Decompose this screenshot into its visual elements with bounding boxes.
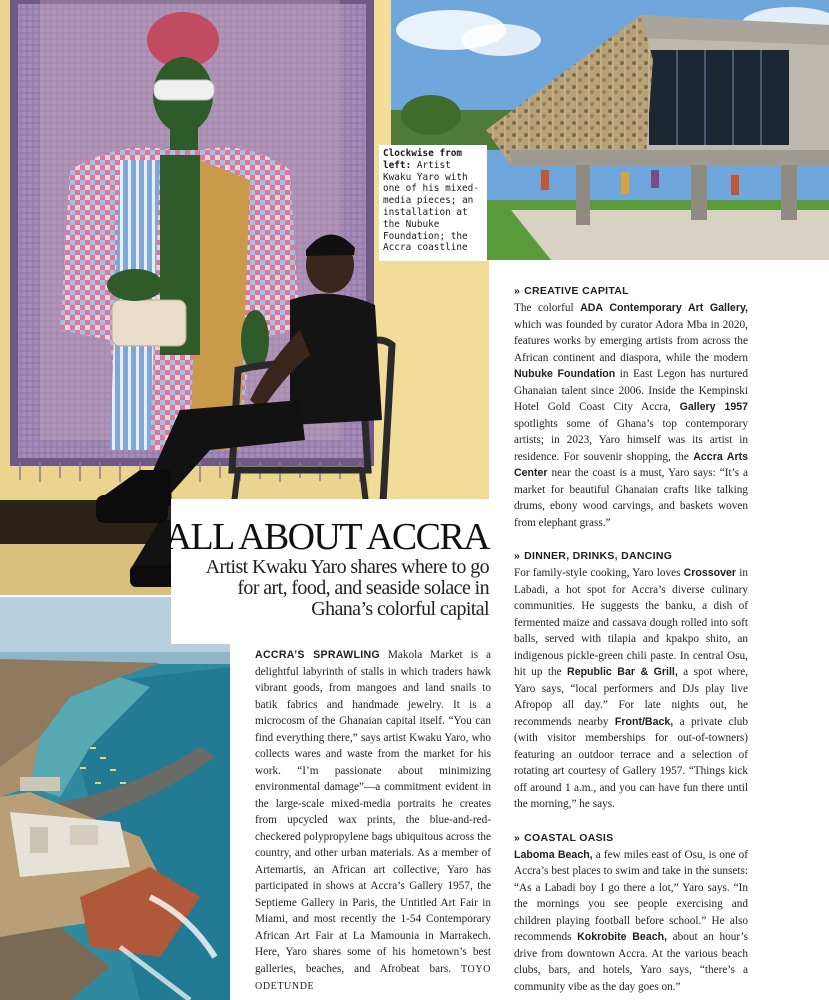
byline: TOYO ODETUNDE	[255, 963, 491, 992]
intro-lead-in: ACCRA’S SPRAWLING	[255, 649, 380, 661]
section-heading-creative-capital	[514, 283, 748, 299]
intro-column	[255, 647, 491, 996]
section-body-dinner-drinks-dancing	[514, 565, 748, 813]
headline-panel	[164, 499, 489, 644]
text-run: a few miles east of Osu, is one of Accra’s best places to swim and take in the sunsets: “As a Labadi boy I go there a lot,” Yaro says. “In the mornings you see people exercising and children playing football before school.” He also recommends	[514, 848, 748, 943]
section-heading-dinner-drinks-dancing	[514, 548, 748, 564]
photo-caption	[379, 145, 487, 261]
section-body-creative-capital	[514, 300, 748, 531]
caption-text: Artist Kwaku Yaro with one of his mixed-media pieces; an installation at the Nubuke Foundation; the Accra coastline	[383, 159, 479, 254]
text-run: about an hour’s drive from downtown Accra. At the various beach clubs, bars, and hotels, Yaro says, “there’s a community vibe as the day goes on.”	[514, 931, 748, 993]
text-run: a spot where, Yaro says, “local performers and DJs play live Afropop all day.” For late nights out, he recommends nearby	[514, 666, 749, 728]
section-title: CREATIVE CAPITAL	[524, 285, 629, 297]
chevron-right-icon: »	[514, 550, 521, 562]
text-run: a private club (with visitor memberships for out-of-towners) featuring an outdoor terrace and a selection of rotating art courtesy of Gallery 1957. “Things kick off around 1 a.m., and you can have fun there until the morning,” he says.	[514, 715, 748, 810]
venue-name: ADA Contemporary Art Gallery,	[580, 302, 748, 314]
text-run: For family-style cooking, Yaro loves	[514, 567, 684, 579]
chevron-right-icon: »	[514, 831, 521, 844]
section-body-coastal-oasis	[514, 847, 748, 996]
intro-paragraph	[255, 647, 491, 996]
chevron-right-icon: »	[514, 285, 521, 297]
venue-name: Accra Arts Center	[514, 450, 749, 479]
venue-name: Front/Back,	[614, 715, 674, 728]
venue-name: Crossover	[683, 567, 737, 579]
section-title: DINNER, DRINKS, DANCING	[524, 550, 673, 562]
venue-name: Laboma Beach,	[514, 848, 593, 861]
venue-name: Republic Bar & Grill,	[567, 666, 678, 678]
text-run: in East Legon has nurtured Ghanaian talent since 2006. Inside the Kempinski Hotel Gold Coast City Accra,	[514, 368, 749, 413]
venue-name: Nubuke Foundation	[514, 368, 616, 380]
venue-name: Gallery 1957	[679, 401, 749, 413]
article-headline: ALL ABOUT ACCRA	[164, 516, 489, 558]
sections-column	[514, 283, 748, 995]
venue-name: Kokrobite Beach,	[577, 931, 668, 943]
caption-lead: Clockwise from left:	[383, 148, 463, 171]
text-run: in Labadi, a hot spot for Accra’s diverse culinary communities. He suggests the banku, a dish of fermented maize and cassava dough rolled into soft balls, served with tilapia and kpakpo shito, an indigenous pickle-green chili paste. In central Osu, hit up the	[514, 567, 748, 678]
text-run: which was founded by curator Adora Mba in 2020, features works by emerging artists from across the African continent and diaspora, while the modern	[514, 318, 748, 364]
accra-coastline-photo	[0, 597, 230, 1000]
text-run: near the coast is a must, Yaro says: “It’s a market for beautiful Ghanaian crafts like talking drums, ebony wood carvings, and baskets woven from elephant grass.”	[514, 467, 748, 529]
section-heading-coastal-oasis	[514, 830, 748, 846]
text-run: The colorful	[514, 302, 581, 314]
article-dek: Artist Kwaku Yaro shares where to go for art, food, and seaside solace in Ghana’s colorful capital	[205, 556, 489, 620]
intro-text: Makola Market is a delightful labyrinth of stalls in which traders hawk vibrant goods, from mangoes and land snails to batik fabrics and handmade jewelry. It is a microcosm of the Ghanaian capital itself. “You can find everything there,” says artist Kwaku Yaro, who collects wares and waste from the market for his work. “I’m passionate about minimizing environmental damage”—a commitment evident in the large-scale mixed-media portraits he creates from upcycled wax prints, the blue-and-red-checkered polypropylene bags ubiquitous across the country, and other urban materials. As a member of Artemartis, an African art collective, Yaro has participated in shows at Accra’s Gallery 1957, the Septieme Gallery in Paris, the Untitled Art Fair in Miami, and most recently the 1-54 Contemporary African Art Fair at La Mamounia in Marrakech. Here, Yaro shares some of his hometown’s best galleries, beaches, and Afrobeat bars.	[255, 649, 491, 975]
text-run: spotlights some of Ghana’s top contemporary artists; in 2023, Yaro himself was its artist in residence. For souvenir shopping, the	[514, 417, 748, 463]
section-title: COASTAL OASIS	[524, 831, 614, 844]
